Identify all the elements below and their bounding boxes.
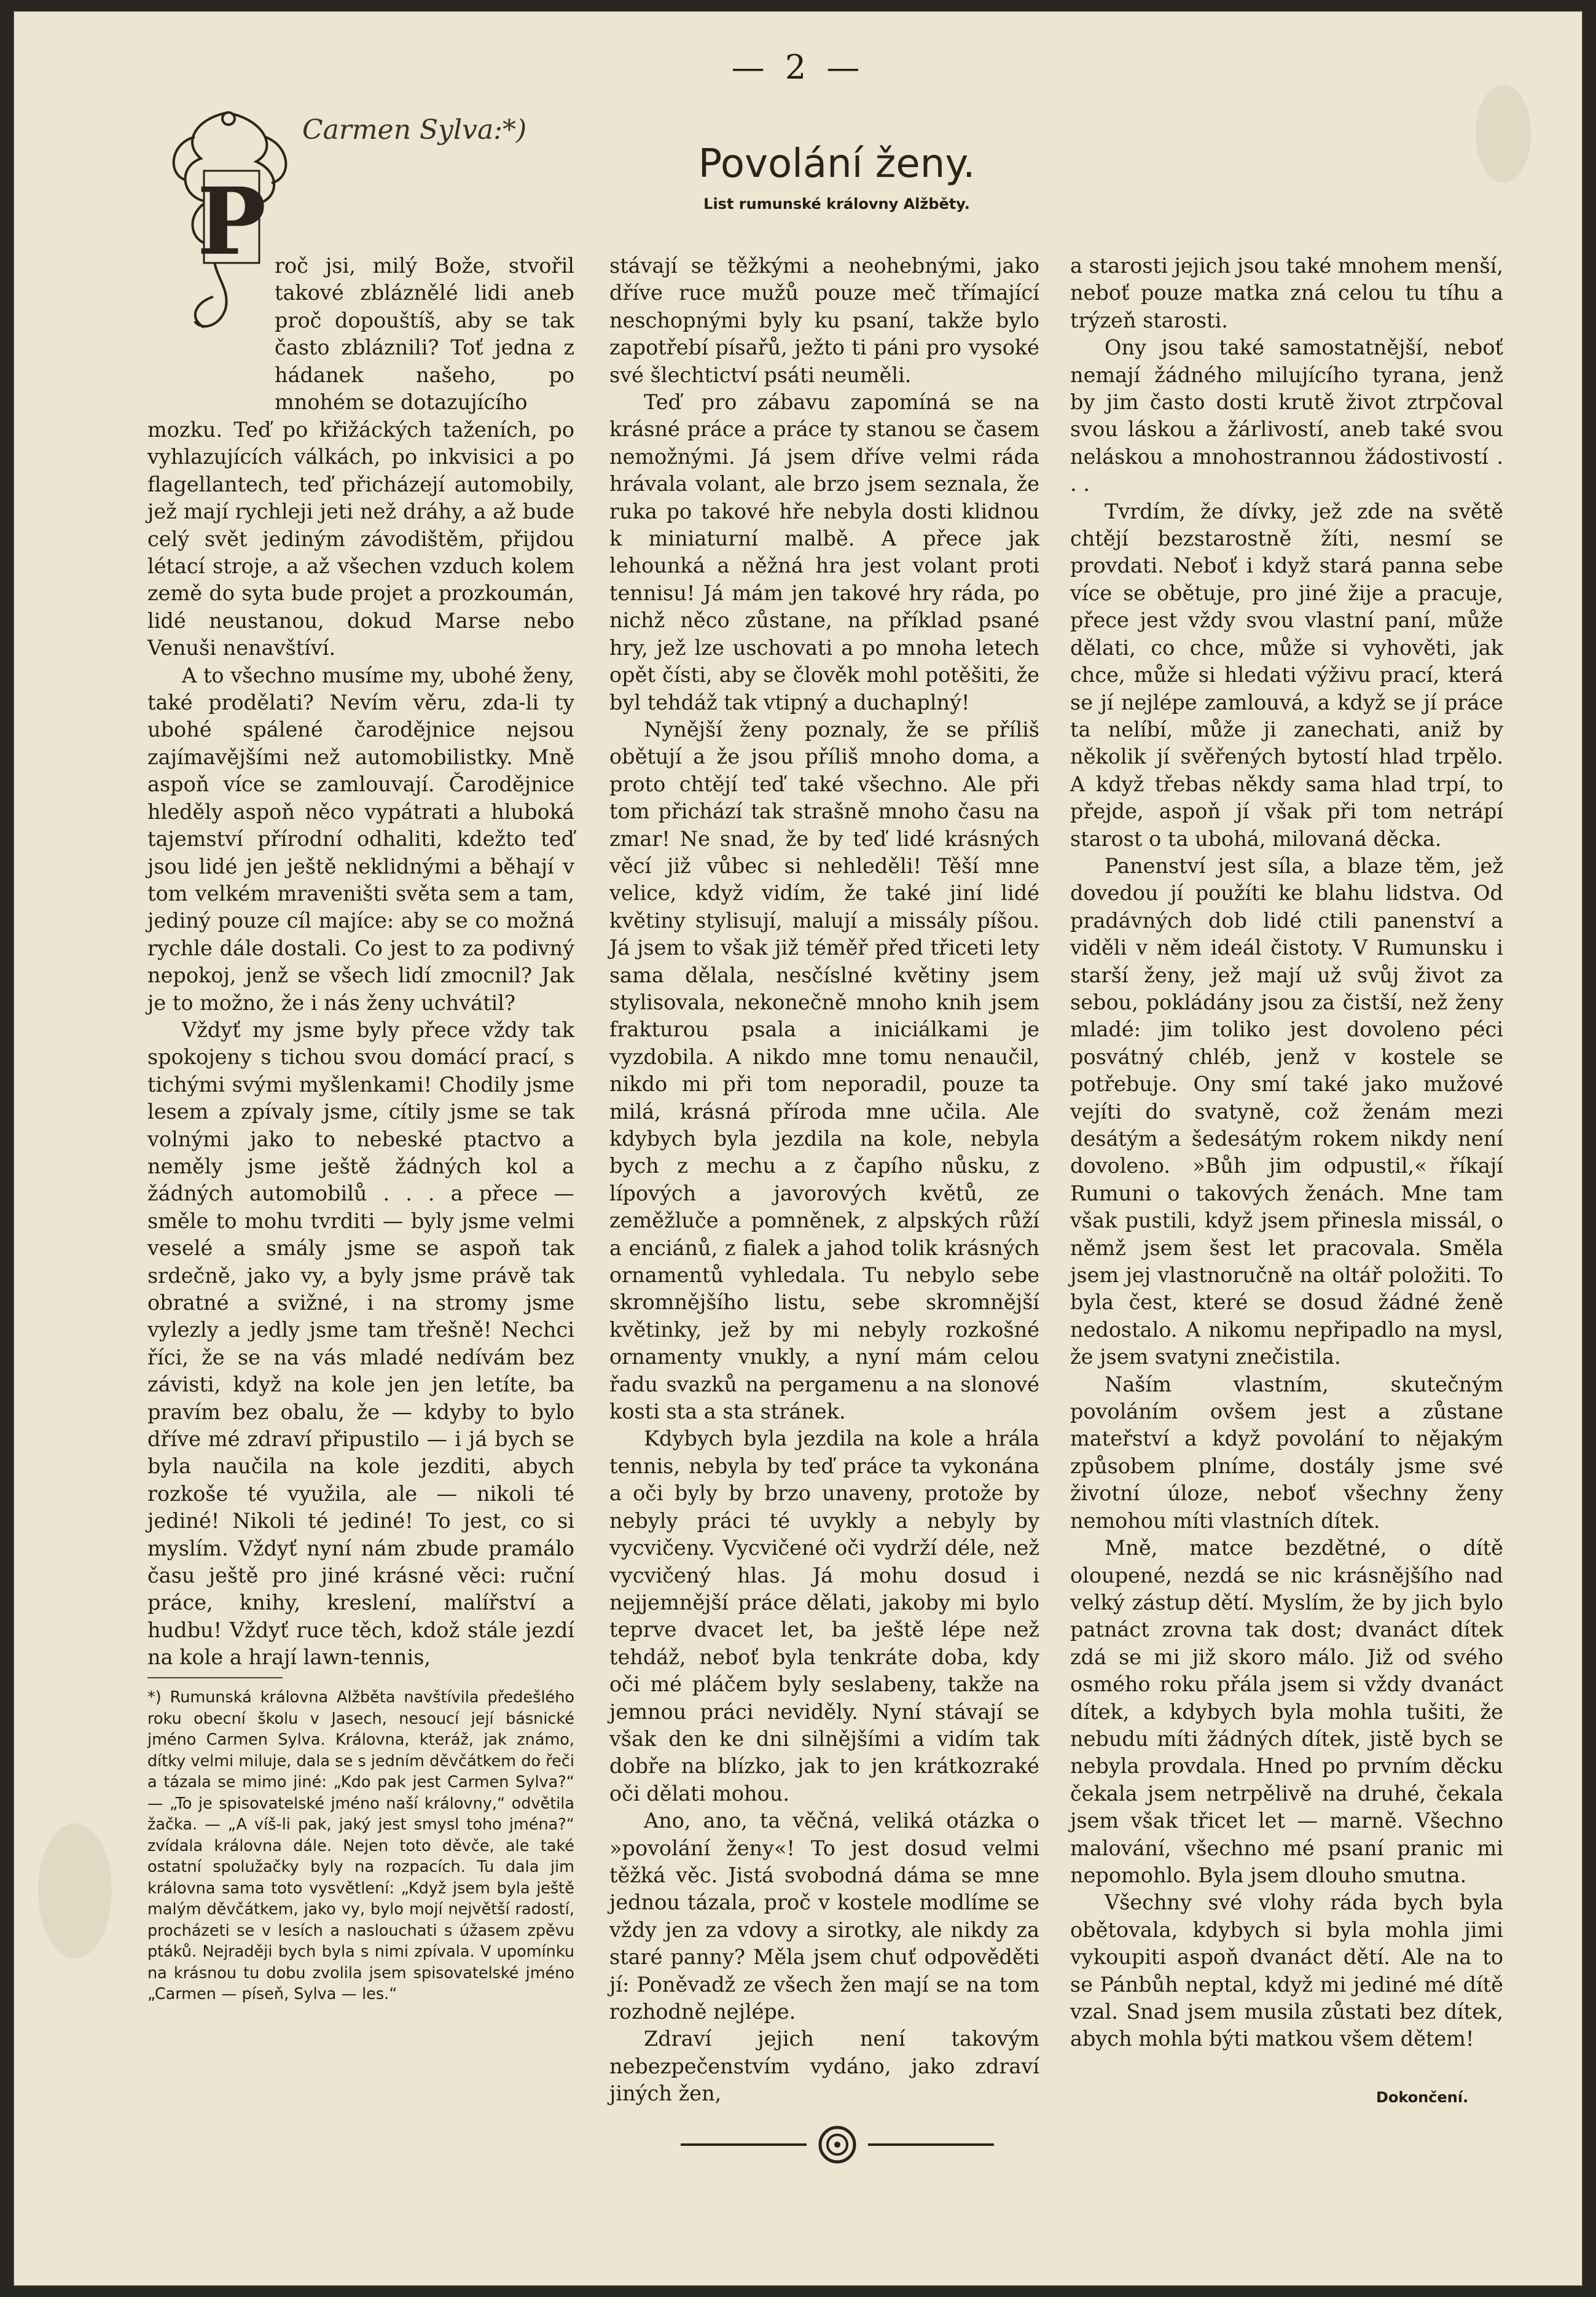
- concluded-label: Dokončení.: [1376, 2089, 1469, 2106]
- paragraph: Ony jsou také samostatnější, neboť nemají žádného milujícího tyrana, jenž by jim často dosti krutě život ztrpčoval svou láskou a žárlivostí, aneb také svou neláskou a mnohostrannou žádostivostí . . .: [1070, 335, 1503, 496]
- column-2: [609, 252, 1039, 2108]
- paragraph: Nynější ženy poznaly, že se příliš obětují a že jsou příliš mnoho doma, a proto chtějí teď také všechno. Ale při tom přichází tak strašně mnoho času na zmar! Ne snad, že by teď lidé krásných věcí již vůbec si nehleděli! Těší mne velice, když vidím, že také jiní lidé květiny stylisují, malují a missály píšou. Já jsem to však již téměř před třiceti lety sama dělala, nesčíslné květiny jsem stylisovala, nekonečně mnoho knih jsem frakturou psala a iniciálkami je vyzdobila. A nikdo mne tomu nenaučil, nikdo mi při tom neporadil, pouze ta milá, krásná příroda mne učila. Ale kdybych byla jezdila na kole, nebyla bych z mechu a z čapího nůsku, z lípových a javorových květů, ze zeměžluče a pomněnek, z alpských růží a enciánů, z fialek a jahod tolik krásných ornamentů vyhledala. Tu nebylo sebe skromnějšího listu, sebe skromnější květinky, jež by mi nebyly rozkošné ornamenty vnukly, a nyní mám celou řadu svazků na pergamenu a na slonové kosti sta a sta stránek.: [609, 717, 1039, 1424]
- lead-text: roč jsi, milý Bože, stvořil takové zbláznělé lidi aneb proč dopouštíš, aby se tak často zbláznili? Toť jedna z hádanek našeho, po mnohém se dotazujícího: [275, 254, 574, 415]
- column-1: [147, 417, 574, 1672]
- article-subtitle: List rumunské královny Alžběty.: [703, 195, 970, 213]
- paragraph: Teď pro zábavu zapomíná se na krásné práce a práce ty stanou se časem nemožnými. Já jsem dříve velmi ráda hrávala volant, ale brzo jsem seznala, že ruka po takové hře nebyla dosti klidnou k miniaturní malbě. A přece jak lehounká a něžná hra jest volant proti tennisu! Já mám jen takové hry ráda, po nichž něco zůstane, na příklad psané hry, jež lze uschovati a po mnoha letech opět čísti, aby se člověk mohl potěšiti, že byl tehdáž tak vtipný a duchaplný!: [609, 390, 1039, 714]
- newspaper-page: [14, 11, 1582, 2286]
- paragraph: A to všechno musíme my, ubohé ženy, také prodělati? Nevím věru, zda-li ty ubohé spálené čarodějnice nejsou zajímavějšími než automobilistky. Mně aspoň více se zamlouvají. Čarodějnice hleděly aspoň něco vypátrati a hluboká tajemství přírodní odhaliti, kdežto teď jsou lidé jen ještě neklidnými a běhají v tom velkém mraveništi světa sem a tam, jediný pouze cíl majíce: aby se co možná rychle dále dostali. Co jest to za podivný nepokoj, jenž se všech lidí zmocnil? Jak je to možno, že i nás ženy uchvátil?: [147, 663, 574, 1015]
- column-1-lead: [275, 252, 574, 416]
- paragraph: stávají se těžkými a neohebnými, jako dříve ruce mužů pouze meč třímající neschopnými byly ku psaní, takže bylo zapotřebí písařů, ježto ti páni pro vysoké své šlechtictví psáti neuměli.: [609, 254, 1039, 387]
- paragraph: Tvrdím, že dívky, jež zde na světě chtějí bezstarostně žíti, nesmí se provdati. Neboť i když stará panna sebe více se obětuje, pro jiné žije a pracuje, přece jest vždy svou vlastní paní, může dělati, co chce, může si vyhověti, jak chce, může si hledati výživu prací, která se jí nejlépe zamlouvá, a když se jí práce ta nelíbí, může ji zanechati, aniž by několik jí svěřených bytostí hlad trpělo. A když třebas někdy sama hlad trpí, to přejde, aspoň jí však při tom netrápí starost o ta ubohá, milovaná děcka.: [1070, 499, 1503, 851]
- paper-stain: [38, 1823, 112, 1959]
- paragraph: a starosti jejich jsou také mnohem menší, neboť pouze matka zná celou tu tíhu a trýzeň starosti.: [1070, 254, 1503, 332]
- paragraph: Mně, matce bezdětné, o dítě oloupené, nezdá se nic krásnějšího nad velký zástup dětí. Myslím, že by jich bylo patnáct zrovna tak dost; dvanáct dítek zdá se mi již skoro málo. Již od svého osmého roku přála jsem si vždy dvanáct dítek, a kdybych byla mohla tušiti, že nebudu míti žádných dítek, jistě bych se nebyla provdala. Hned po prvním děcku čekala jsem netrpělivě na druhé, čekala jsem však třicet let — marně. Všechno malování, všechno mé psaní pranic mi nepomohlo. Byla jsem dlouho smutna.: [1070, 1536, 1503, 1887]
- end-ornament: [681, 2123, 994, 2166]
- paragraph: Ano, ano, ta věčná, veliká otázka o »povolání ženy«! To jest dosud velmi těžká věc. Jistá svobodná dáma se mne jednou tázala, proč v kostele modlíme se vždy jen za vdovy a sirotky, ale nikdy za staré panny? Měla jsem chuť odpověděti jí: Poněvadž ze všech žen mají se na tom rozhodně nejlépe.: [609, 1809, 1039, 2024]
- paragraph: Panenství jest síla, a blaze těm, jež dovedou jí použíti ke blahu lidstva. Od pradávných dob lidé ctili panenství a viděli v něm ideál čistoty. V Rumunsku i starší ženy, jež mají už svůj život za sebou, pokládány jsou za čistší, než ženy mladé: jim toliko jest dovoleno péci posvátný chléb, jenž v kostele se potřebuje. Ony smí také jako mužové vejíti do svatyně, což ženám mezi desátým a šedesátým rokem nikdy není dovoleno. »Bůh jim odpustil,« říkají Rumuni o takových ženách. Mne tam však pustili, když jsem přinesla missál, o němž jsem šest let pracovala. Směla jsem jej vlastnoručně na oltář položiti. To byla čest, které se dosud žádné ženě nedostalo. A nikomu nepřipadlo na mysl, že jsem svatyni znečistila.: [1070, 853, 1503, 1369]
- page-number: — 2 —: [731, 48, 865, 87]
- column-3: [1070, 252, 1503, 2053]
- paragraph: mozku. Teď po křižáckých taženích, po vyhlazujících válkách, po inkvisici a po flagellantech, teď přicházejí automobily, jež mají rychleji jeti než dráhy, a až bude celý svět jediným závodištěm, přijdou létací stroje, a až všechen vzduch kolem země do syta bude projet a prozkoumán, lidé neustanou, dokud Marse nebo Venuši nenavštíví.: [147, 418, 574, 660]
- footnote: *) Rumunská královna Alžběta navštívila předešlého roku obecní školu v Jasech, nesoucí její básnické jméno Carmen Sylva. Královna, kteráž, jak známo, dítky velmi miluje, dala se s jedním děvčátkem do řeči a tázala se mimo jiné: „Kdo pak jest Carmen Sylva?“ — „To je spisovatelské jméno naší královny,“ odvětila žačka. — „A víš-li pak, jaký jest smysl toho jména?“ zvídala královna dále. Nejen toto děvče, ale také ostatní spolužačky byly na rozpacích. Tu dala jim královna sama toto vysvětlení: „Když jsem byla ještě malým děvčátkem, jako vy, bylo mojí největší radostí, procházeti se v lesích a naslouchati s úžasem zpěvu ptáků. Nejraději bych byla s nimi zpívala. V upomínku na krásnou tu dobu zvolila jsem spisovatelské jméno „Carmen — píseň, Sylva — les.“: [147, 1688, 574, 2003]
- paragraph: Zdraví jejich není takovým nebezpečenstvím vydáno, jako zdraví jiných žen,: [609, 2027, 1039, 2106]
- paper-stain: [1476, 85, 1531, 183]
- footnote-divider: [147, 1677, 283, 1678]
- paragraph: Naším vlastním, skutečným povoláním ovšem jest a zůstane mateřství a když povolání to nějakým způsobem plníme, dostály jsme své životní úloze, neboť všechny ženy nemohou míti vlastních dítek.: [1070, 1372, 1503, 1533]
- author-name: Carmen Sylva:*): [302, 114, 527, 146]
- paragraph: Všechny své vlohy ráda bych byla obětovala, kdybych si byla mohla jimi vykoupiti aspoň dvanáct dětí. Ale na to se Pánbůh neptal, když mi jediné mé dítě vzal. Snad jsem musila zůstati bez dítek, abych mohla býti matkou všem dětem!: [1070, 1890, 1503, 2051]
- paragraph: Kdybych byla jezdila na kole a hrála tennis, nebyla by teď práce ta vykonána a oči byly by brzo unaveny, protože by nebyly práci té uvykly a nebyly by vycvičeny. Vycvičené oči vydrží déle, než vycvičený hlas. Já mohu dosud i nejjemnější práce dělati, jakoby mi bylo teprve dvacet let, ba ještě lépe než tehdáž, neboť byla tenkráte doba, kdy oči mé pláčem byly seslabeny, takže na jemnou práci neviděly. Nyní stávají se však den ke dni silnějšími a vidím tak dobře na blízko, jak to jen krátkozraké oči dělati mohou.: [609, 1426, 1039, 1806]
- drop-cap-letter: P: [197, 168, 267, 276]
- article-title: Povolání ženy.: [698, 141, 976, 187]
- paragraph: Vždyť my jsme byly přece vždy tak spokojeny s tichou svou domácí prací, s tichými svými myšlenkami! Chodily jsme lesem a zpívaly jsme, cítily jsme se tak volnými jako to nebeské ptactvo a neměly jsme ještě žádných kol a žádných automobilů . . . a přece — směle to mohu tvrditi — byly jsme velmi veselé a smály jsme se aspoň tak srdečně, jako vy, a byly jsme právě tak obratné a svižné, i na stromy jsme vylezly a jedly jsme tam třešně! Nechci říci, že se na vás mladé nedívám bez závisti, když na kole jen jen letíte, ba pravím bez obalu, že — kdyby to bylo dříve mé zdraví připustilo — i já bych se byla naučila na kole jezditi, abych rozkoše té využila, ale — nikoli té jediné! Nikoli té jediné! To jest, co si myslím. Vždyť nyní nám zbude pramálo času ještě pro jiné krásné věci: ruční práce, knihy, kreslení, malířství a hudbu! Vždyť ruce těch, kdož stále jezdí na kole a hrají lawn-tennis,: [147, 1017, 574, 1670]
